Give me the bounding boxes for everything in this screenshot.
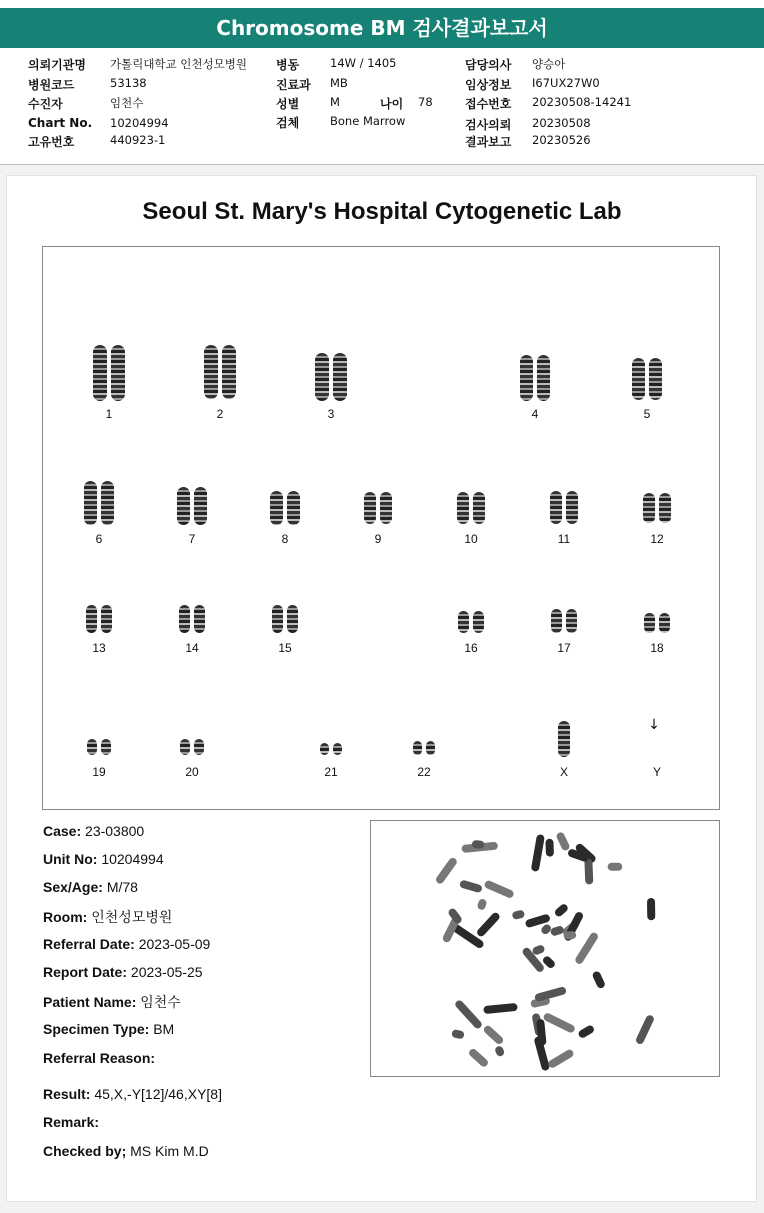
metaphase-chromosome	[512, 909, 526, 920]
chromosome-10	[473, 492, 485, 524]
detail-row: Checked by; MS Kim M.D	[43, 1143, 209, 1159]
chromosome-17	[551, 609, 562, 633]
info-value: 20230508	[532, 116, 591, 130]
info-key: 임상정보	[465, 78, 512, 92]
chromosome-label-10: 10	[464, 532, 478, 546]
chromosome-label-11: 11	[557, 532, 571, 546]
chromosome-8	[270, 491, 283, 525]
info-value: 양승아	[532, 57, 566, 71]
detail-row-result: Result: 45,X,-Y[12]/46,XY[8]	[43, 1086, 222, 1102]
chromosome-label-22: 22	[417, 765, 431, 779]
chromosome-label-5: 5	[643, 407, 651, 421]
chromosome-7	[194, 487, 207, 525]
metaphase-chromosome	[494, 1045, 506, 1058]
detail-row: Case: 23-03800	[43, 823, 145, 839]
chromosome-22	[413, 741, 422, 755]
chromosome-1	[111, 345, 125, 401]
chromosome-5	[649, 358, 662, 400]
info-key: 고유번호	[28, 135, 75, 149]
chromosome-21	[333, 743, 342, 755]
info-value: 53138	[110, 76, 147, 90]
info-value: M	[330, 95, 340, 109]
chromosome-19	[101, 739, 111, 755]
info-key: 의뢰기관명	[28, 58, 86, 72]
info-key: 진료과	[276, 78, 311, 92]
info-key: 결과보고	[465, 135, 512, 149]
lab-title: Seoul St. Mary's Hospital Cytogenetic Lab	[142, 198, 622, 225]
metaphase-chromosome	[467, 1047, 489, 1068]
chromosome-12	[643, 493, 655, 523]
metaphase-chromosome	[533, 1036, 550, 1072]
report-title: Chromosome BM 검사결과보고서	[0, 8, 764, 48]
info-value: 임천수	[110, 96, 144, 110]
detail-row: Patient Name: 임천수	[43, 994, 181, 1010]
chromosome-8	[287, 491, 300, 525]
detail-row: Sex/Age: M/78	[43, 879, 138, 895]
info-value: I67UX27W0	[532, 76, 600, 90]
detail-row: Report Date: 2023-05-25	[43, 964, 203, 980]
chromosome-13	[86, 605, 97, 633]
info-value: 20230526	[532, 133, 591, 147]
chromosome-18	[659, 613, 670, 633]
info-value: 가톨릭대학교 인천성모병원	[110, 57, 247, 71]
info-key: 성별	[276, 97, 300, 111]
metaphase-spread-graphic	[371, 821, 719, 1076]
chromosome-14	[194, 605, 205, 633]
chromosome-label-7: 7	[188, 532, 196, 546]
info-key: 수진자	[28, 97, 63, 111]
chromosome-6	[101, 481, 114, 525]
chromosome-4	[520, 355, 533, 401]
chromosome-X	[558, 721, 570, 757]
metaphase-chromosome	[434, 856, 458, 885]
chromosome-19	[87, 739, 97, 755]
info-value: 10204994	[110, 116, 169, 130]
metaphase-chromosome	[472, 840, 485, 849]
chromosome-2	[204, 345, 218, 399]
chromosome-label-20: 20	[185, 765, 199, 779]
chromosome-3	[315, 353, 329, 401]
metaphase-chromosome	[647, 898, 655, 920]
arrow-down-icon: ↓	[648, 717, 660, 733]
metaphase-chromosome	[584, 859, 593, 885]
karyogram-panel	[42, 246, 720, 810]
patient-info-panel	[0, 48, 764, 165]
metaphase-chromosome	[482, 1024, 504, 1046]
chromosome-1	[93, 345, 107, 401]
metaphase-chromosome	[547, 1048, 575, 1069]
info-value: Bone Marrow	[330, 114, 406, 128]
info-key: Chart No.	[28, 116, 93, 130]
metaphase-chromosome	[550, 925, 565, 937]
top-strip	[0, 0, 764, 8]
info-value: 440923-1	[110, 133, 166, 147]
chromosome-label-1: 1	[105, 407, 113, 421]
info-key: 검사의뢰	[465, 118, 512, 132]
chromosome-label-4: 4	[531, 407, 539, 421]
chromosome-2	[222, 345, 236, 399]
metaphase-chromosome	[483, 1003, 518, 1014]
metaphase-chromosome	[574, 931, 600, 965]
chromosome-18	[644, 613, 655, 633]
metaphase-chromosome	[447, 907, 463, 925]
info-value: 14W / 1405	[330, 56, 397, 70]
metaphase-chromosome	[577, 1024, 595, 1039]
chromosome-13	[101, 605, 112, 633]
chromosome-22	[426, 741, 435, 755]
detail-row: Specimen Type: BM	[43, 1021, 175, 1037]
chromosome-15	[287, 605, 298, 633]
info-value: 20230508-14241	[532, 95, 632, 109]
chromosome-4	[537, 355, 550, 401]
chromosome-label-17: 17	[557, 641, 571, 655]
chromosome-5	[632, 358, 645, 400]
chromosome-16	[473, 611, 484, 633]
metaphase-chromosome	[591, 970, 606, 989]
detail-row: Room: 인천성모병원	[43, 909, 173, 925]
detail-row: Unit No: 10204994	[43, 851, 164, 867]
chromosome-label-X: X	[559, 765, 568, 779]
metaphase-chromosome	[454, 999, 484, 1030]
chromosome-6	[84, 481, 97, 525]
chromosome-21	[320, 743, 329, 755]
bottom-strip	[0, 1203, 764, 1213]
metaphase-chromosome	[555, 831, 570, 852]
info-key: 접수번호	[465, 97, 512, 111]
chromosome-label-18: 18	[650, 641, 664, 655]
chromosome-10	[457, 492, 469, 524]
metaphase-image	[370, 820, 720, 1077]
chromosome-label-9: 9	[374, 532, 382, 546]
metaphase-chromosome	[483, 879, 514, 899]
chromosome-label-14: 14	[185, 641, 199, 655]
info-value: 78	[418, 95, 433, 109]
chromosome-14	[179, 605, 190, 633]
chromosome-20	[180, 739, 190, 755]
chromosome-label-15: 15	[278, 641, 292, 655]
chromosome-17	[566, 609, 577, 633]
chromosome-16	[458, 611, 469, 633]
chromosome-3	[333, 353, 347, 401]
chromosome-11	[566, 491, 578, 524]
info-key: 나이	[380, 97, 404, 111]
chromosome-label-8: 8	[281, 532, 289, 546]
chromosome-label-19: 19	[92, 765, 106, 779]
metaphase-chromosome	[553, 903, 569, 918]
chromosome-15	[272, 605, 283, 633]
info-key: 담당의사	[465, 58, 512, 72]
info-key: 병원코드	[28, 78, 75, 92]
chromosome-7	[177, 487, 190, 525]
metaphase-chromosome	[459, 879, 483, 893]
chromosome-20	[194, 739, 204, 755]
info-key: 병동	[276, 58, 300, 72]
chromosome-label-12: 12	[650, 532, 664, 546]
info-key: 검체	[276, 116, 300, 130]
detail-row: Remark:	[43, 1114, 100, 1130]
chromosome-label-3: 3	[327, 407, 335, 421]
metaphase-chromosome	[542, 1012, 576, 1034]
metaphase-chromosome	[540, 923, 553, 936]
metaphase-chromosome	[531, 834, 545, 872]
chromosome-9	[380, 492, 392, 524]
chromosome-12	[659, 493, 671, 523]
metaphase-chromosome	[475, 911, 501, 938]
metaphase-chromosome	[564, 931, 577, 939]
chromosome-11	[550, 491, 562, 524]
detail-row: Referral Reason:	[43, 1050, 156, 1066]
metaphase-chromosome	[451, 1029, 465, 1039]
metaphase-chromosome	[545, 839, 554, 857]
metaphase-chromosome	[635, 1014, 655, 1045]
chromosome-label-2: 2	[216, 407, 224, 421]
info-value: MB	[330, 76, 348, 90]
chromosome-label-6: 6	[95, 532, 103, 546]
chromosome-label-21: 21	[324, 765, 338, 779]
metaphase-chromosome	[608, 863, 623, 871]
detail-row: Referral Date: 2023-05-09	[43, 936, 211, 952]
metaphase-chromosome	[534, 986, 567, 1002]
chromosome-label-Y: Y	[652, 765, 661, 779]
metaphase-chromosome	[477, 898, 488, 911]
chromosome-label-16: 16	[464, 641, 478, 655]
chromosome-label-13: 13	[92, 641, 106, 655]
chromosome-9	[364, 492, 376, 524]
